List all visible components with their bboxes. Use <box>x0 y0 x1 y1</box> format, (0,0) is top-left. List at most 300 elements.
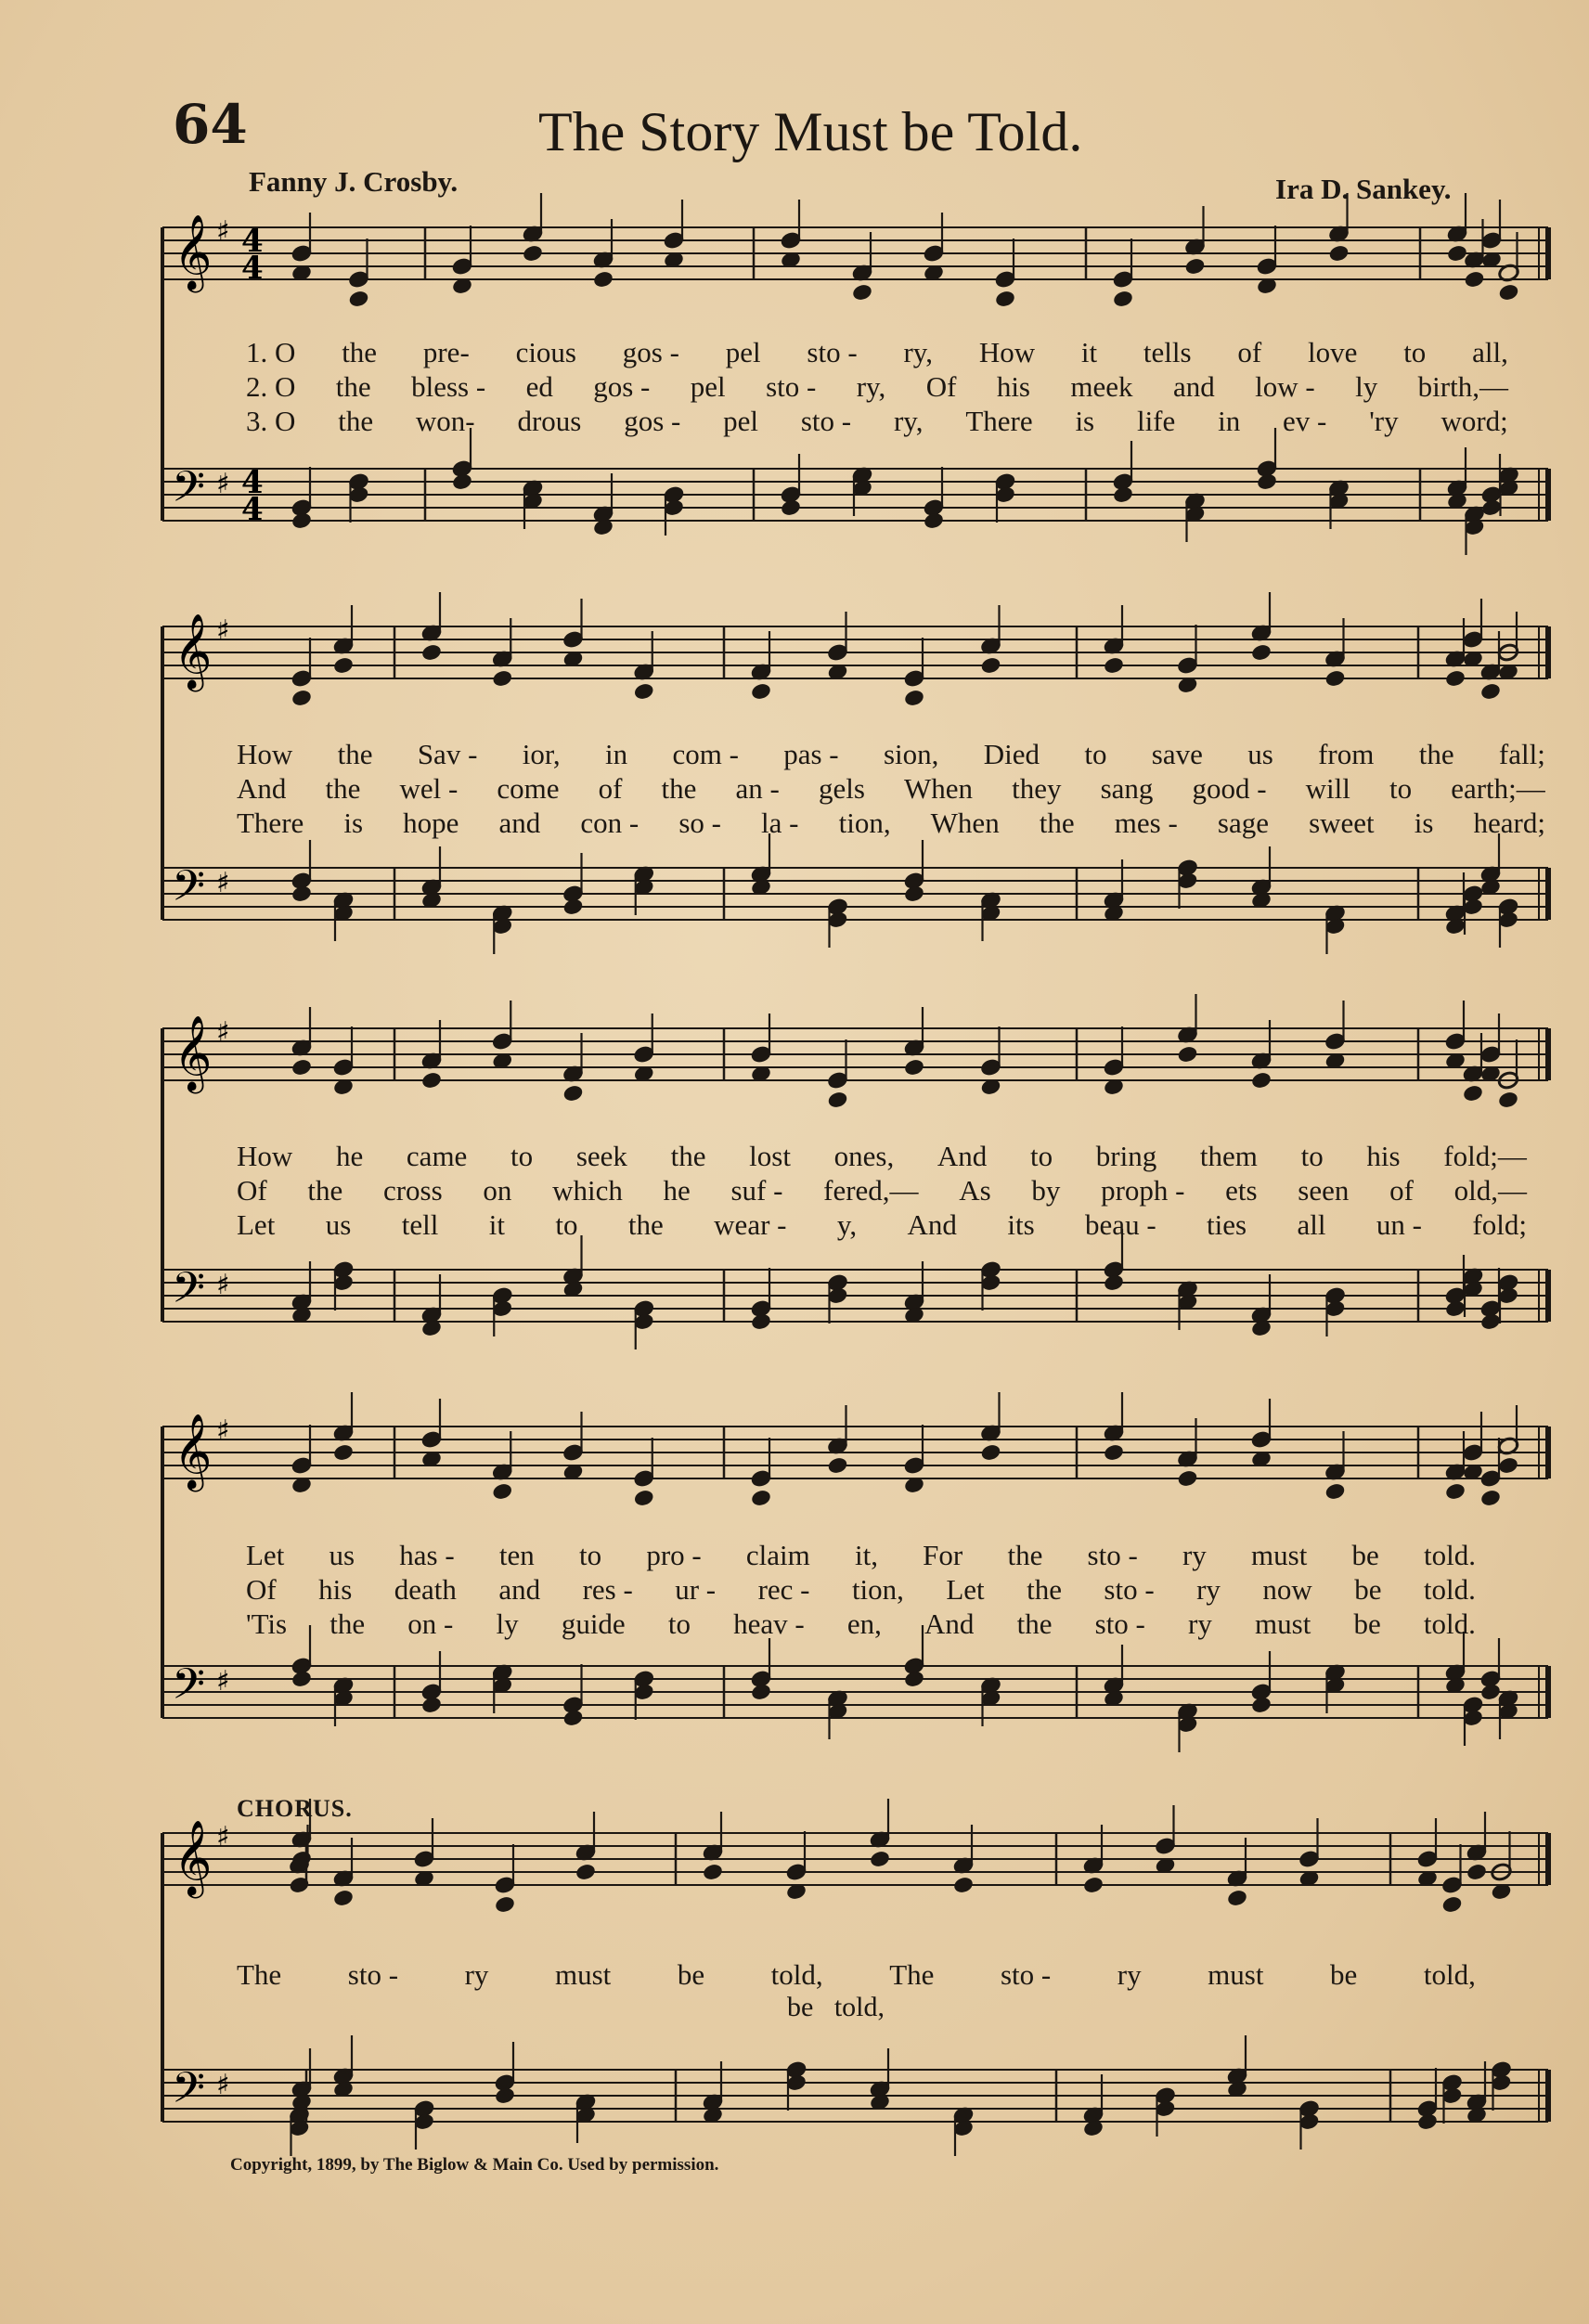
notehead <box>633 1489 655 1508</box>
lyric-alto-response: be told, <box>787 1992 885 2022</box>
lyric-syllable: sweet <box>1309 807 1375 839</box>
lyric-syllable: be <box>1353 1607 1381 1640</box>
lyric-syllable: to <box>667 1607 691 1640</box>
lyric-syllable: meek <box>1070 370 1133 403</box>
lyric-syllable: fold;— <box>1443 1140 1527 1172</box>
lyric-syllable: they <box>1012 772 1062 805</box>
lyric-syllable: proph - <box>1101 1174 1185 1207</box>
lyric-syllable: claim <box>745 1539 810 1571</box>
lyric-syllable: The <box>889 1958 935 1991</box>
lyric-syllable: seen <box>1298 1174 1350 1207</box>
lyric-syllable: be <box>1351 1539 1379 1571</box>
notehead <box>780 498 802 518</box>
lyric-syllable: For <box>923 1539 963 1571</box>
lyric-syllable: And <box>937 1140 988 1172</box>
lyric-syllable: good - <box>1192 772 1267 805</box>
lyric-syllable: from <box>1318 738 1375 770</box>
sharp-key-signature-icon: ♯ <box>216 1821 230 1853</box>
notehead <box>952 1876 975 1895</box>
lyric-syllable: an - <box>735 772 780 805</box>
lyric-syllable: tion, <box>851 1573 904 1606</box>
lyric-syllable: low - <box>1255 370 1315 403</box>
notehead <box>1479 1312 1502 1332</box>
lyric-syllable: sto - <box>347 1958 399 1991</box>
lyric-syllable: ly <box>1355 370 1378 403</box>
notehead <box>491 1482 513 1502</box>
lyric-syllable: tells <box>1143 336 1192 368</box>
lyric-syllable: la - <box>761 807 799 839</box>
lyric-syllable: 'Tis <box>246 1607 288 1640</box>
lyric-syllable: ry <box>1117 1958 1142 1991</box>
lyric-line <box>237 772 1545 806</box>
lyric-syllable: us <box>1247 738 1273 770</box>
bass-clef-icon: 𝄢 <box>172 462 206 523</box>
lyric-syllable: gels <box>818 772 865 805</box>
notehead <box>750 1489 772 1508</box>
notehead <box>903 1058 925 1078</box>
notehead <box>1328 244 1350 264</box>
notehead <box>702 1863 724 1882</box>
lyric-syllable: is <box>343 807 364 839</box>
sharp-key-signature-icon: ♯ <box>216 215 230 248</box>
sharp-key-signature-icon: ♯ <box>216 1665 230 1698</box>
hymn-number: 64 <box>173 93 248 156</box>
notehead <box>494 2086 516 2106</box>
notehead <box>1177 1045 1199 1065</box>
lyric-syllable: The <box>237 1958 282 1991</box>
notehead <box>348 290 370 309</box>
bass-clef-icon: 𝄢 <box>172 1659 206 1720</box>
notehead <box>869 1850 891 1869</box>
lyric-syllable: y, <box>836 1208 858 1241</box>
lyric-syllable: suf - <box>730 1174 783 1207</box>
lyric-syllable: won- <box>415 405 475 437</box>
notehead <box>1103 1443 1125 1463</box>
lyric-line <box>246 405 1508 438</box>
lyric-syllable: sto - <box>1000 1958 1052 1991</box>
notehead <box>575 1863 597 1882</box>
notehead <box>1444 1299 1466 1319</box>
lyric-syllable: the <box>1418 738 1454 770</box>
notehead <box>1497 1456 1519 1476</box>
lyric-syllable: fered,— <box>823 1174 919 1207</box>
lyric-syllable: his <box>996 370 1030 403</box>
lyric-syllable: us <box>329 1539 355 1571</box>
lyric-syllable: heav - <box>733 1607 805 1640</box>
notehead <box>420 643 443 663</box>
lyric-syllable: to <box>1403 336 1427 368</box>
copyright-notice: Copyright, 1899, by The Biglow & Main Co. Used by permission. <box>230 2155 719 2175</box>
lyric-syllable: Of <box>246 1573 277 1606</box>
lyric-line <box>246 1607 1476 1641</box>
lyric-syllable: and <box>498 807 541 839</box>
lyric-syllable: save <box>1151 738 1203 770</box>
lyric-syllable: the <box>329 1607 366 1640</box>
lyric-syllable: pel <box>723 405 759 437</box>
lyric-syllable: to <box>1300 1140 1324 1172</box>
lyric-syllable: the <box>670 1140 706 1172</box>
lyric-syllable: seek <box>575 1140 627 1172</box>
lyric-syllable: gos - <box>593 370 651 403</box>
lyric-syllable: and <box>498 1573 541 1606</box>
lyric-syllable: ry <box>464 1958 489 1991</box>
lyric-syllable: the <box>325 772 361 805</box>
lyric-syllable: to <box>1389 772 1413 805</box>
bass-clef-icon: 𝄢 <box>172 861 206 922</box>
notehead <box>1324 1482 1347 1502</box>
lyric-syllable: sage <box>1217 807 1269 839</box>
notehead <box>1480 498 1503 518</box>
lyric-syllable: Let <box>246 1539 285 1571</box>
lyric-syllable: told, <box>770 1958 823 1991</box>
lyric-syllable: Of <box>237 1174 267 1207</box>
lyric-syllable: is <box>1075 405 1095 437</box>
lyric-syllable: sto - <box>1094 1607 1145 1640</box>
notehead <box>1250 1071 1272 1091</box>
notehead <box>827 1456 849 1476</box>
lyric-syllable: com - <box>672 738 739 770</box>
notehead <box>1444 669 1466 689</box>
lyric-syllable: ry <box>1196 1573 1221 1606</box>
chorus-label: CHORUS. <box>237 1795 353 1822</box>
notehead <box>903 1670 925 1689</box>
notehead <box>291 1058 313 1078</box>
notehead <box>562 897 585 917</box>
notehead <box>1103 1273 1125 1293</box>
lyric-syllable: bring <box>1095 1140 1157 1172</box>
time-signature-bottom: 4 <box>241 491 264 528</box>
lyric-syllable: And <box>907 1208 957 1241</box>
lyric-syllable: to <box>555 1208 578 1241</box>
lyric-syllable: mes - <box>1114 807 1178 839</box>
lyric-syllable: told. <box>1423 1539 1476 1571</box>
lyric-syllable: is <box>1414 807 1434 839</box>
lyric-syllable: the <box>1016 1607 1053 1640</box>
notehead <box>291 511 313 531</box>
lyric-syllable: lost <box>749 1140 791 1172</box>
notehead <box>1479 1683 1502 1702</box>
lyric-syllable: en, <box>846 1607 882 1640</box>
lyric-syllable: How <box>237 1140 293 1172</box>
lyric-syllable: heard; <box>1473 807 1545 839</box>
lyric-syllable: fold; <box>1472 1208 1527 1241</box>
time-signature-top: 4 <box>241 464 264 501</box>
notehead <box>1444 1482 1466 1502</box>
sharp-key-signature-icon: ♯ <box>216 867 230 899</box>
lyric-syllable: ties <box>1207 1208 1247 1241</box>
lyric-syllable: ly <box>496 1607 519 1640</box>
lyric-syllable: the <box>338 405 374 437</box>
lyric-syllable: in <box>605 738 628 770</box>
notehead <box>1226 1889 1248 1908</box>
lyric-syllable: ry <box>1182 1539 1207 1571</box>
notehead <box>1479 682 1502 702</box>
lyric-syllable: pre- <box>422 336 470 368</box>
lyric-line <box>246 336 1508 369</box>
time-signature-bottom: 4 <box>241 250 264 287</box>
lyric-syllable: its <box>1007 1208 1035 1241</box>
lyric-syllable: guide <box>561 1607 626 1640</box>
notehead <box>1103 656 1125 676</box>
lyric-syllable: beau - <box>1085 1208 1156 1241</box>
lyric-syllable: has - <box>399 1539 455 1571</box>
notehead <box>923 511 945 531</box>
lyric-syllable: sto - <box>766 370 817 403</box>
lyric-syllable: the <box>1039 807 1075 839</box>
lyric-syllable: the <box>1007 1539 1043 1571</box>
notehead <box>494 1895 516 1915</box>
author-credit: Fanny J. Crosby. <box>249 165 459 198</box>
notehead <box>332 1889 355 1908</box>
lyric-syllable: ry, <box>903 336 934 368</box>
notehead <box>451 472 473 492</box>
lyric-syllable: the <box>627 1208 664 1241</box>
lyric-syllable: sto - <box>800 405 852 437</box>
lyric-syllable: There <box>237 807 304 839</box>
lyric-syllable: must <box>1251 1539 1308 1571</box>
lyric-syllable: must <box>554 1958 612 1991</box>
lyric-syllable: Let <box>946 1573 985 1606</box>
lyric-syllable: sang <box>1100 772 1154 805</box>
lyric-syllable: told. <box>1423 1573 1476 1606</box>
notehead <box>1256 472 1278 492</box>
notehead <box>1112 290 1134 309</box>
lyric-syllable: sto - <box>1104 1573 1155 1606</box>
lyric-syllable: it <box>488 1208 505 1241</box>
lyric-syllable: pro - <box>646 1539 702 1571</box>
lyric-syllable: cross <box>382 1174 443 1207</box>
lyric-syllable: How <box>237 738 293 770</box>
notehead <box>1464 270 1486 290</box>
lyric-syllable: Of <box>925 370 957 403</box>
sharp-key-signature-icon: ♯ <box>216 614 230 647</box>
treble-clef-icon: 𝄞 <box>174 613 213 689</box>
notehead <box>291 689 313 708</box>
lyric-syllable: which <box>552 1174 623 1207</box>
lyric-syllable: wel - <box>399 772 459 805</box>
lyric-syllable: ten <box>498 1539 535 1571</box>
lyric-syllable: the <box>1027 1573 1062 1606</box>
lyric-syllable: it, <box>854 1539 878 1571</box>
music-system <box>162 1392 1548 1752</box>
lyric-syllable: cious <box>515 336 576 368</box>
lyric-syllable: pel <box>725 336 761 368</box>
lyric-syllable: on - <box>407 1607 454 1640</box>
lyric-syllable: so - <box>678 807 721 839</box>
composer-credit: Ira D. Sankey. <box>1275 173 1452 205</box>
sharp-key-signature-icon: ♯ <box>216 468 230 500</box>
lyric-syllable: to <box>578 1539 602 1571</box>
lyric-syllable: ones, <box>833 1140 895 1172</box>
lyric-syllable: 2. O <box>246 370 296 403</box>
lyric-syllable: ry, <box>893 405 924 437</box>
lyric-syllable: on <box>483 1174 512 1207</box>
lyric-syllable: pas - <box>783 738 839 770</box>
lyric-line <box>237 1174 1527 1207</box>
notehead <box>1466 1863 1488 1882</box>
lyric-syllable: the <box>337 738 373 770</box>
lyric-syllable: tell <box>401 1208 439 1241</box>
notehead <box>522 244 544 264</box>
lyric-syllable: un - <box>1376 1208 1422 1241</box>
lyric-syllable: con - <box>580 807 639 839</box>
lyric-syllable: us <box>325 1208 352 1241</box>
notehead <box>291 884 313 904</box>
lyric-syllable: all <box>1297 1208 1326 1241</box>
lyric-syllable: Let <box>237 1208 276 1241</box>
lyric-syllable: the <box>342 336 378 368</box>
notehead <box>827 1091 849 1110</box>
lyric-syllable: his <box>1366 1140 1401 1172</box>
sharp-key-signature-icon: ♯ <box>216 1414 230 1447</box>
lyric-syllable: How <box>978 336 1036 368</box>
notehead <box>750 1683 772 1702</box>
notehead <box>1479 1489 1502 1508</box>
notehead <box>750 682 772 702</box>
lyric-syllable: tion, <box>838 807 891 839</box>
lyric-syllable: told. <box>1423 1607 1476 1640</box>
lyric-syllable: the <box>307 1174 343 1207</box>
lyric-syllable: Died <box>983 738 1040 770</box>
time-signature-top: 4 <box>241 223 264 260</box>
lyric-syllable: sion, <box>883 738 939 770</box>
lyric-syllable: 3. O <box>246 405 296 437</box>
lyric-syllable: his <box>318 1573 353 1606</box>
lyric-syllable: of <box>1237 336 1262 368</box>
notehead <box>562 1709 585 1728</box>
lyric-line <box>237 807 1545 840</box>
notehead <box>1250 643 1272 663</box>
lyric-syllable: gos - <box>624 405 681 437</box>
sharp-key-signature-icon: ♯ <box>216 1016 230 1049</box>
lyric-syllable: it <box>1080 336 1098 368</box>
lyric-syllable: 'ry <box>1369 405 1399 437</box>
lyric-syllable: ior, <box>522 738 561 770</box>
lyric-syllable: When <box>903 772 974 805</box>
lyric-syllable: ry, <box>856 370 886 403</box>
lyric-line <box>237 1958 1476 1992</box>
lyric-syllable: life <box>1136 405 1176 437</box>
lyric-syllable: he <box>663 1174 691 1207</box>
lyric-syllable: pel <box>690 370 726 403</box>
notehead <box>332 656 355 676</box>
notehead <box>1324 669 1347 689</box>
treble-clef-icon: 𝄞 <box>174 213 213 290</box>
lyric-syllable: wear - <box>714 1208 787 1241</box>
lyric-line <box>246 370 1508 404</box>
lyric-syllable: the <box>335 370 371 403</box>
lyric-syllable: he <box>335 1140 364 1172</box>
notehead <box>851 283 873 303</box>
lyric-line <box>237 1208 1527 1242</box>
lyric-syllable: word; <box>1440 405 1508 437</box>
lyric-syllable: the <box>661 772 697 805</box>
lyric-syllable: in <box>1218 405 1241 437</box>
notehead <box>980 656 1002 676</box>
lyric-syllable: be <box>677 1958 705 1991</box>
lyric-syllable: told, <box>1423 1958 1476 1991</box>
lyric-syllable: earth;— <box>1451 772 1545 805</box>
lyric-syllable: sto - <box>1087 1539 1138 1571</box>
lyric-syllable: be <box>1330 1958 1358 1991</box>
lyric-syllable: birth,— <box>1417 370 1508 403</box>
lyric-syllable: love <box>1308 336 1358 368</box>
lyric-syllable: come <box>497 772 560 805</box>
lyric-syllable: old,— <box>1453 1174 1527 1207</box>
lyric-line <box>246 1573 1476 1607</box>
lyric-syllable: ry <box>1188 1607 1212 1640</box>
treble-clef-icon: 𝄞 <box>174 1413 213 1489</box>
treble-clef-icon: 𝄞 <box>174 1819 213 1895</box>
lyric-syllable: hope <box>403 807 459 839</box>
lyric-syllable: ets <box>1225 1174 1258 1207</box>
lyric-syllable: And <box>237 772 287 805</box>
notehead <box>633 682 655 702</box>
notehead <box>332 1443 355 1463</box>
lyric-syllable: by <box>1031 1174 1061 1207</box>
lyric-syllable: will <box>1305 772 1350 805</box>
lyric-syllable: When <box>930 807 1000 839</box>
treble-staff <box>162 1833 1548 1885</box>
lyric-syllable: ed <box>525 370 553 403</box>
lyric-syllable: of <box>1389 1174 1414 1207</box>
lyric-syllable: There <box>965 405 1033 437</box>
lyric-syllable: to <box>1029 1140 1053 1172</box>
lyric-syllable: bless - <box>411 370 486 403</box>
hymn-title: The Story Must be Told. <box>538 101 1083 162</box>
notehead <box>1177 1469 1199 1489</box>
lyric-syllable: to <box>510 1140 534 1172</box>
lyric-line <box>237 1140 1527 1173</box>
sharp-key-signature-icon: ♯ <box>216 1269 230 1301</box>
lyric-syllable: drous <box>517 405 582 437</box>
lyric-syllable: As <box>959 1174 991 1207</box>
sharp-key-signature-icon: ♯ <box>216 2069 230 2101</box>
lyric-line <box>246 1539 1476 1572</box>
notehead <box>420 1696 443 1715</box>
notehead <box>1416 2112 1439 2132</box>
notehead <box>1462 1084 1484 1104</box>
notehead <box>750 1312 772 1332</box>
lyric-syllable: ur - <box>675 1573 717 1606</box>
lyric-syllable: fall; <box>1498 738 1545 770</box>
notehead <box>1112 485 1134 505</box>
lyric-syllable: And <box>924 1607 975 1640</box>
lyric-syllable: of <box>598 772 623 805</box>
lyric-syllable: now <box>1262 1573 1312 1606</box>
notehead <box>291 1670 313 1689</box>
lyric-line <box>237 738 1545 771</box>
notehead <box>1498 283 1520 303</box>
treble-clef-icon: 𝄞 <box>174 1014 213 1091</box>
notehead <box>420 1071 443 1091</box>
bass-staff <box>162 2070 1548 2122</box>
lyric-syllable: death <box>394 1573 457 1606</box>
notehead <box>562 1084 585 1104</box>
lyric-syllable: sto - <box>807 336 858 368</box>
notehead <box>491 669 513 689</box>
bass-clef-icon: 𝄢 <box>172 1263 206 1323</box>
lyric-syllable: came <box>406 1140 468 1172</box>
lyric-syllable: them <box>1199 1140 1258 1172</box>
lyric-syllable: must <box>1208 1958 1264 1991</box>
lyric-syllable: rec - <box>757 1573 810 1606</box>
notehead <box>980 1443 1002 1463</box>
lyric-syllable: to <box>1084 738 1107 770</box>
notehead <box>1250 1696 1272 1715</box>
lyric-syllable: ev - <box>1283 405 1327 437</box>
lyric-syllable: gos - <box>622 336 679 368</box>
